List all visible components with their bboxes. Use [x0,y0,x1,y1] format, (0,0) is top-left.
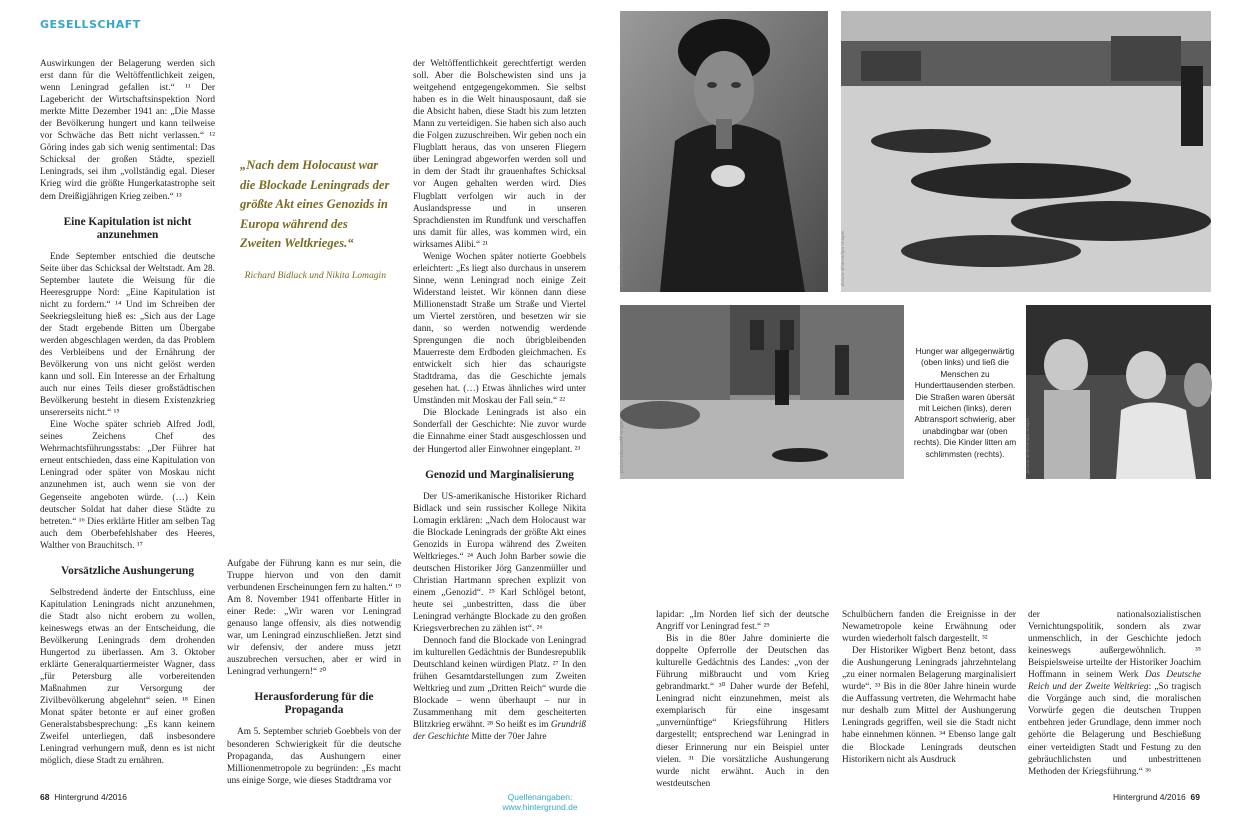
subheading: Vorsätzliche Aushungerung [61,564,194,577]
photo-street-corpses-image [620,305,904,479]
subheading: Genozid und Marginalisierung [425,468,574,481]
photo-children-doctor-image [1026,305,1211,479]
paragraph: Selbstredend änderte der Entschluss, eine Kapitulation Leningrads nicht anzunehmen, die Stadt also nicht erobern zu wollen, keineswegs etwas an der Entscheidung, die Bevölkerung Leningrads dem drohenden Hungertod zu überlassen. Am 3. Oktober erklärte Generalquartiermeister Wagner, dass „für Petersburg alle vorbereitenden Maßnahmen zur Versorgung der Zivilbevölkerung abgelehnt“ seien. ¹⁸ Einen Monat später betonte er auf einer großen Generalstabsbesprechung: „Es kann keinem Zweifel unterliegen, daß insbesondere Leningrad verhungern muß, denn es ist nicht möglich, diese Stadt zu ernähren. [40,587,215,767]
subheading: Eine Kapitulation ist nicht anzunehmen [63,215,192,241]
paragraph: Ende September entschied die deutsche Seite über das Schicksal der Weltstadt. Am 28. September lautete die Weisung für die Heeresgruppe Nord: „Eine Kapitulation ist nicht zu fordern.“ ¹⁴ Und im Schreiben der Seekriegsleitung hieß es: „Sich aus der Lage der Stadt ergebende Bitten um Übergabe werden abgeschlagen werden, da das Problem des Verbleibens und der Ernährung der Bevölkerung von uns nicht gelöst werden kann und soll. Ein Interesse an der Erhaltung auch nur eines Teils dieser großstädtischen Bevölkerung besteht in diesem Existenzkrieg unsererseits nicht.“ ¹⁵ [40,251,215,419]
photo-credit: picture alliance/dpa Images [840,230,845,286]
paragraph: der nationalsozialistischen Vernichtungspolitik, sondern als zwar unmenschlich, in der Geschichte jedoch keineswegs außergewöhnlich. ³⁵ Beispielsweise urteilte der Historiker Joachim Hoffmann in seinem Werk Das Deutsche Reich und der Zweite Weltkrieg: „So tragisch die Vorgänge auch sind, die moralischen Vorwürfe gegen die deutschen Truppen entbehren jeder Grundlage, denn immer noch gehörte die Belagerung und Beschießung einer verteidigten Stadt und Festung zu den gebräuchlichsten und unbestrittenen Methoden der Kriegsführung.“ ³⁶ [1028,610,1202,777]
paragraph: Dennoch fand die Blockade von Leningrad im kulturellen Gedächtnis der Bundesrepublik Deutschland keinen würdigen Platz. ²⁷ In den frühen Gesamtdarstellungen zum Zweiten Weltkrieg und zum „Dritten Reich“ wurde die Blockade – wenn überhaupt – nur in Zusammenhang mit dem gescheiterten Blitzkrieg erwähnt. ²⁸ So heißt es im Grundriß der Geschichte Mitte der 70er Jahre [413,636,586,743]
article-column-6 [1028,609,1201,778]
subheading: Herausforderung für die Propaganda [254,691,374,717]
sources-link[interactable]: Quellenangaben: www.hintergrund.de [502,792,578,812]
photo-children-doctor [1026,305,1211,479]
paragraph: Am 5. September schrieb Goebbels von der besonderen Schwierigkeit für die deutsche Propaganda, das Aushungern einer Millionenmetropole zu begründen: „Es macht uns einige Sorge, wie dieses Stadtdrama vor [227,727,401,786]
pull-quote: „Nach dem Holocaust war die Blockade Leningrads der größte Akt eines Genozids in Europa während des Zweiten Weltkrieges.“ [240,158,390,250]
magazine-issue-left: Hintergrund 4/2016 [54,792,127,802]
page-number-left: 68 [40,792,50,802]
paragraph: Bis in die 80er Jahre dominierte die doppelte Opferrolle der Deutschen das kulturelle Gedächtnis des Landes: „von der Führung mißbraucht und vom Krieg gebrandmarkt.“ ³⁰ Daher wurde der Befehl, Leningrad nicht einzunehmen, meist als exemplarisch für eine insgesamt „unvernünftige“ Kriegsführung Hitlers dargestellt; entsprechend war Leningrad in dieser Erinnerung nur ein Beispiel unter vielen. ³¹ Die vorsätzliche Aushungerung wurde nicht erwähnt. Auch in den westdeutschen [656,634,829,789]
paragraph: Die Blockade Leningrads ist also ein Sonderfall der Geschichte: Nie zuvor wurde die Einnahme einer Stadt ausgeschlossen und der Hungertod aller Einwohner eingeplant. ²³ [413,408,586,455]
photo-bodies-in-snow-image [841,11,1211,292]
article-column-4 [656,609,829,790]
paragraph: Der Historiker Wigbert Benz betont, dass die Aushungerung Leningrads jahrzehntelang „zu einer normalen Belagerung marginalisiert wurde“. ³³ Bis in die 80er Jahre hinein wurde die Auffassung vertreten, die Wehrmacht habe nur deshalb zum Mittel der Aushungerung Leningrads gegriffen, weil sie die Stadt nicht habe einnehmen können. ³⁴ Ebenso lange galt die Blockade Leningrads deutschen Historikern nicht als Ausdruck [842,646,1016,765]
paragraph: Auswirkungen der Belagerung werden sich erst dann für die Weltöffentlichkeit zeigen, wenn Leningrad gefallen ist.“ ¹¹ Der Lagebericht der Wirtschaftsinspektion Nord merkte Mitte Dezember 1941 an: „Die Masse der Bevölkerung hungert und kann teilweise vor Schwäche das Bett nicht verlassen.“ ¹² Göring indes gab sich wenig sentimental: Das Schicksal der großen Städte, speziell Leningrads, sei ihm „vollständig egal. Dieser Krieg wird die größte Hungerkatastrophe seit dem Dreißigjährigen Krieg zeiben.“ ¹³ [40,59,215,202]
article-column-1 [40,58,215,767]
paragraph: Eine Woche später schrieb Alfred Jodl, seines Zeichens Chef des Wehrmachtsführungsstabs: „Der Führer hat erneut entschieden, dass eine Kapitulation von Leningrad oder später von Moskau nicht anzunehmen ist, auch wenn sie von der Gegenseite angeboten würde. (…) Kein deutscher Soldat hat daher diese Städte zu betreten.“ ¹⁶ Dies erklärte Hitler am selben Tag auch dem Oberbefehlshaber des Heeres, Walther von Brauchitsch. ¹⁷ [40,420,215,551]
photo-bodies-in-snow [841,11,1211,292]
photo-starving-man-image [620,11,828,292]
article-column-5 [842,609,1016,766]
paragraph: Schulbüchern fanden die Ereignisse in der Newametropole keine Erwähnung oder wurden wiederholt falsch dargestellt. ³² [842,610,1016,645]
footer-right [1113,792,1200,802]
photo-credit: picture alliance/dpa Images [619,230,624,286]
paragraph: Wenige Wochen später notierte Goebbels erleichtert: „Es liegt also durchaus in unserem Sinne, wenn Leningrad noch einige Zeit Widerstand leistet. Wir können dann diese Millionenstadt Straße um Straße und Viertel um Viertel zerstören, und besetzen wir sie dann, so werden notwendig werdende Sprengungen die noch übrigbleibenden Mauerreste dem Erdboden gleichmachen. Es entwickelt sich hier das schaurigste Stadtdrama, das die Geschichte jemals gesehen hat. (…) Etwas ähnliches wird unter Umständen mit Moskau der Fall sein.“ ²² [413,251,586,407]
photo-street-corpses [620,305,904,479]
article-column-3 [413,58,586,744]
article-column-2 [227,558,401,787]
photo-credit: picture alliance/AP Images [619,419,624,473]
paragraph: der Weltöffentlichkeit gerechtfertigt werden soll. Aber die Bolschewisten sind uns ja weitgehend entgegengekommen. Sie selbst haben es in die Welt hinausposaunt, daß sie die Absicht haben, diese Stadt bis zum letzten Mann zu verteidigen. Sie haben sich also auch die Folgen zuzuschreiben. Wir geben noch ein Flugblatt heraus, das von unseren Fliegern über Leningrad abgeworfen werden soll und in dem der Stadt ihr grauenhaftes Schicksal vor Augen gehalten werden wird. Dies Flugblatt verfolgen wir auch in der Auslandspresse und in unseren Sprachdiensten im Rundfunk und verschaffen uns damit für alles, was kommen wird, ein wirksames Alibi.“ ²¹ [413,59,586,250]
paragraph: Der US-amerikanische Historiker Richard Bidlack und sein russischer Kollege Nikita Lomagin erklären: „Nach dem Holocaust war die Blockade Leningrads der größte Akt eines Genozids in Europa während des Zweiten Weltkrieges.“ ²⁴ Auch John Barber sowie die deutschen Historiker Jörg Ganzenmüller und Christian Hartmann sprechen explizit von einem „Genozid“. ²⁵ Karl Schlögel betont, heute sei „unbestritten, dass die über Leningrad verhängte Blockade zu den großen Kriegsverbrechen zu zählen ist“. ²⁶ [413,491,586,635]
photo-starving-man [620,11,828,292]
footer-left [40,792,127,802]
paragraph: Aufgabe der Führung kann es nur sein, die Truppe hiervon und von den damit verbundenen Erscheinungen fern zu halten.“ ¹⁹ Am 8. November 1941 offenbarte Hitler in einer Rede: „Wir waren vor Leningrad genauso lange offensiv, als dies notwendig war, um Leningrad einzuschließen. Jetzt sind wir defensiv, der andere muss jetzt auszubrechen versuchen, aber er wird in Leningrad verhungern!“ ²⁰ [227,559,401,678]
pull-quote-source: Richard Bidlack und Nikita Lomagin [244,270,386,281]
photo-caption: Hunger war allgegenwärtig (oben links) und ließ die Menschen zu Hunderttausenden sterben. Die Straßen waren übersät mit Leichen (links), deren Abtransport schwierig, aber unabdingbar war (oben rechts). Die Kinder litten am schlimmsten (rechts). [913,346,1017,459]
photo-credit: picture alliance/dpa Images [1025,417,1030,473]
section-label: GESELLSCHAFT [40,18,141,31]
paragraph: lapidar: „Im Norden lief sich der deutsche Angriff vor Leningrad fest.“ ²⁹ [656,610,829,633]
magazine-issue-right: Hintergrund 4/2016 [1113,792,1186,802]
page-number-right: 69 [1190,792,1200,802]
